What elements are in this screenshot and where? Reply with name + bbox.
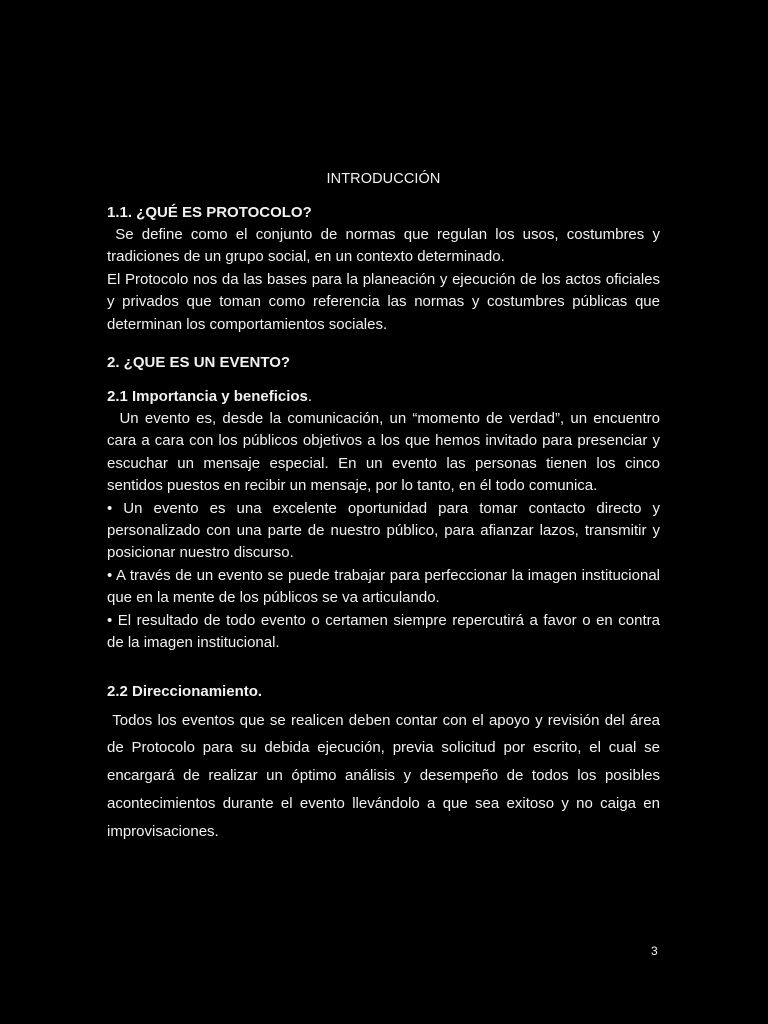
document-body [107, 168, 665, 845]
bullet-item-oportunidad: • Un evento es una excelente oportunidad para tomar contacto directo y personalizado con una parte de nuestro público, para afianzar lazos, transmitir y posicionar nuestro discurso. [107, 499, 660, 562]
subsection-heading-importancia-text: 2.1 Importancia y beneficios [107, 388, 308, 406]
spacer [107, 374, 660, 386]
document-title: INTRODUCCIÓN [326, 171, 441, 187]
spacer [107, 655, 660, 681]
section-heading-evento: 2. ¿QUE ES UN EVENTO? [107, 354, 291, 372]
bullet-item-resultado: • El resultado de todo evento o certamen siempre repercutirá a favor o en contra de la imagen institucional. [107, 611, 660, 652]
subsection-heading-importancia [107, 386, 660, 408]
bullet-item-imagen: • A través de un evento se puede trabajar para perfeccionar la imagen institucional que en la mente de los públicos se va articulando. [107, 566, 660, 607]
page-number: 3 [651, 944, 658, 958]
spacer [107, 336, 660, 352]
paragraph-protocolo-bases: El Protocolo nos da las bases para la planeación y ejecución de los actos oficiales y privados que toman como referencia las normas y costumbres públicas que determinan los comportamientos sociales. [107, 270, 660, 333]
section-heading-protocolo: 1.1. ¿QUÉ ES PROTOCOLO? [107, 204, 312, 221]
paragraph-protocolo-definition: Se define como el conjunto de normas que regulan los usos, costumbres y tradiciones de un grupo social, en un contexto determinado. [107, 226, 665, 266]
subsection-heading-importancia-suffix: . [307, 388, 313, 406]
subsection-heading-direccionamiento: 2.2 Direccionamiento. [107, 682, 263, 700]
paragraph-evento-definition: Un evento es, desde la comunicación, un “momento de verdad”, un encuentro cara a cara con los públicos objetivos a los que hemos invitado para presenciar y escuchar un mensaje especial. En un evento las personas tienen los cinco sentidos puestos en recibir un mensaje, por lo tanto, en él todo comunica. [107, 410, 665, 495]
paragraph-direccionamiento: Todos los eventos que se realicen deben contar con el apoyo y revisión del área de Protocolo para su debida ejecución, previa solicitud por escrito, el cual se encargará de realizar un óptimo análisis y desempeño de todos los posibles acontecimientos durante el evento llevándolo a que sea exitoso y no caiga en improvisaciones. [107, 711, 665, 840]
